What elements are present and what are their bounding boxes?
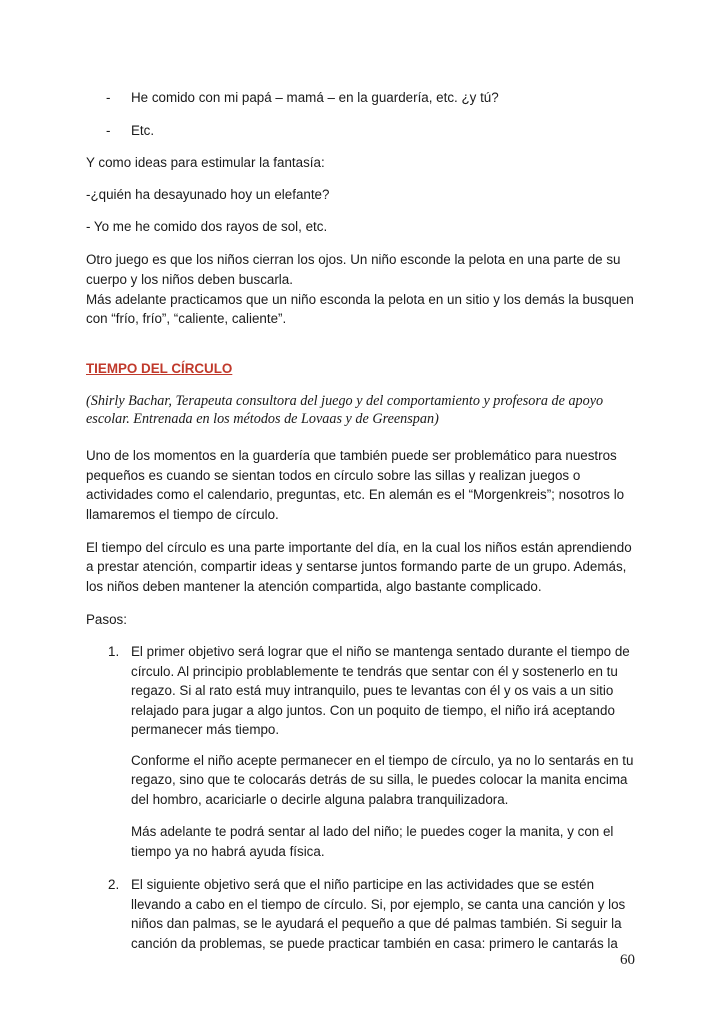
step-line: El primer objetivo será lograr que el niño se mantenga sentado durante el tiempo de [131, 644, 630, 659]
step-line: relajado para jugar a algo juntos. Con un poquito de tiempo, el niño irá aceptando [131, 703, 615, 718]
question-elefante: -¿quién ha desayunado hoy un elefante? [86, 187, 330, 202]
paragraph-line: a prestar atención, compartir ideas y sentarse juntos formando parte de un grupo. Además, [86, 559, 627, 574]
attribution-line: (Shirly Bachar, Terapeuta consultora del juego y del comportamiento y profesora de apoyo [86, 393, 604, 409]
step-line: del hombro, acariciarle o decirle alguna palabra tranquilizadora. [131, 792, 509, 807]
bullet-text: Etc. [131, 123, 155, 138]
paragraph-line: los niños deben mantener la atención compartida, algo bastante complicado. [86, 579, 542, 594]
section-title: TIEMPO DEL CÍRCULO [86, 361, 233, 376]
bullet-dash: - [106, 123, 111, 138]
paragraph-line: con “frío, frío”, “caliente, caliente”. [86, 311, 287, 326]
question-rayos: - Yo me he comido dos rayos de sol, etc. [86, 219, 328, 234]
step-line: niños dan palmas, se le ayudará el pequeño a que dé palmas también. Si seguir la [131, 916, 622, 931]
step-line: regazo. Si al rato está muy intranquilo, pues te levantas con él y os vais a un sitio [131, 683, 614, 698]
step-line: Conforme el niño acepte permanecer en el tiempo de círculo, ya no lo sentarás en tu [131, 753, 634, 768]
step-number: 2. [108, 877, 120, 892]
step-line: canción da problemas, se puede practicar también en casa: primero le cantarás la [131, 936, 618, 951]
step-line: círculo. Al principio problablemente te tendrás que sentar con él y sostenerlo en tu [131, 664, 618, 679]
step-line: permanecer más tiempo. [131, 722, 280, 737]
bullet-text: He comido con mi papá – mamá – en la guardería, etc. ¿y tú? [131, 90, 499, 105]
pasos-label: Pasos: [86, 612, 127, 627]
paragraph-line: cuerpo y los niños deben buscarla. [86, 272, 293, 287]
page-number: 60 [620, 952, 635, 968]
step-number: 1. [108, 644, 120, 659]
paragraph-line: pequeños es cuando se sientan todos en círculo sobre las sillas y realizan juegos o [86, 468, 581, 483]
paragraph-line: llamaremos el tiempo de círculo. [86, 507, 279, 522]
attribution-line: escolar. Entrenada en los métodos de Lovaas y de Greenspan) [86, 411, 439, 427]
paragraph-line: Otro juego es que los niños cierran los ojos. Un niño esconde la pelota en una parte de su [86, 252, 621, 267]
bullet-dash: - [106, 90, 111, 105]
paragraph-line: El tiempo del círculo es una parte importante del día, en la cual los niños están aprendiendo [86, 540, 632, 555]
paragraph-line: Uno de los momentos en la guardería que también puede ser problemático para nuestros [86, 448, 617, 463]
step-line: regazo, sino que te colocarás detrás de su silla, le puedes colocar la manita encima [131, 772, 628, 787]
step-line: tiempo ya no habrá ayuda física. [131, 844, 325, 859]
paragraph-line: actividades como el calendario, preguntas, etc. En alemán es el “Morgenkreis”; nosotros lo [86, 487, 625, 502]
step-line: El siguiente objetivo será que el niño participe en las actividades que se estén [131, 877, 595, 892]
step-line: Más adelante te podrá sentar al lado del niño; le puedes coger la manita, y con el [131, 824, 614, 839]
step-line: llevando a cabo en el tiempo de círculo. Si, por ejemplo, se canta una canción y los [131, 897, 626, 912]
paragraph-line: Más adelante practicamos que un niño esconda la pelota en un sitio y los demás la busquen [86, 292, 634, 307]
paragraph-fantasia: Y como ideas para estimular la fantasía: [86, 155, 325, 170]
